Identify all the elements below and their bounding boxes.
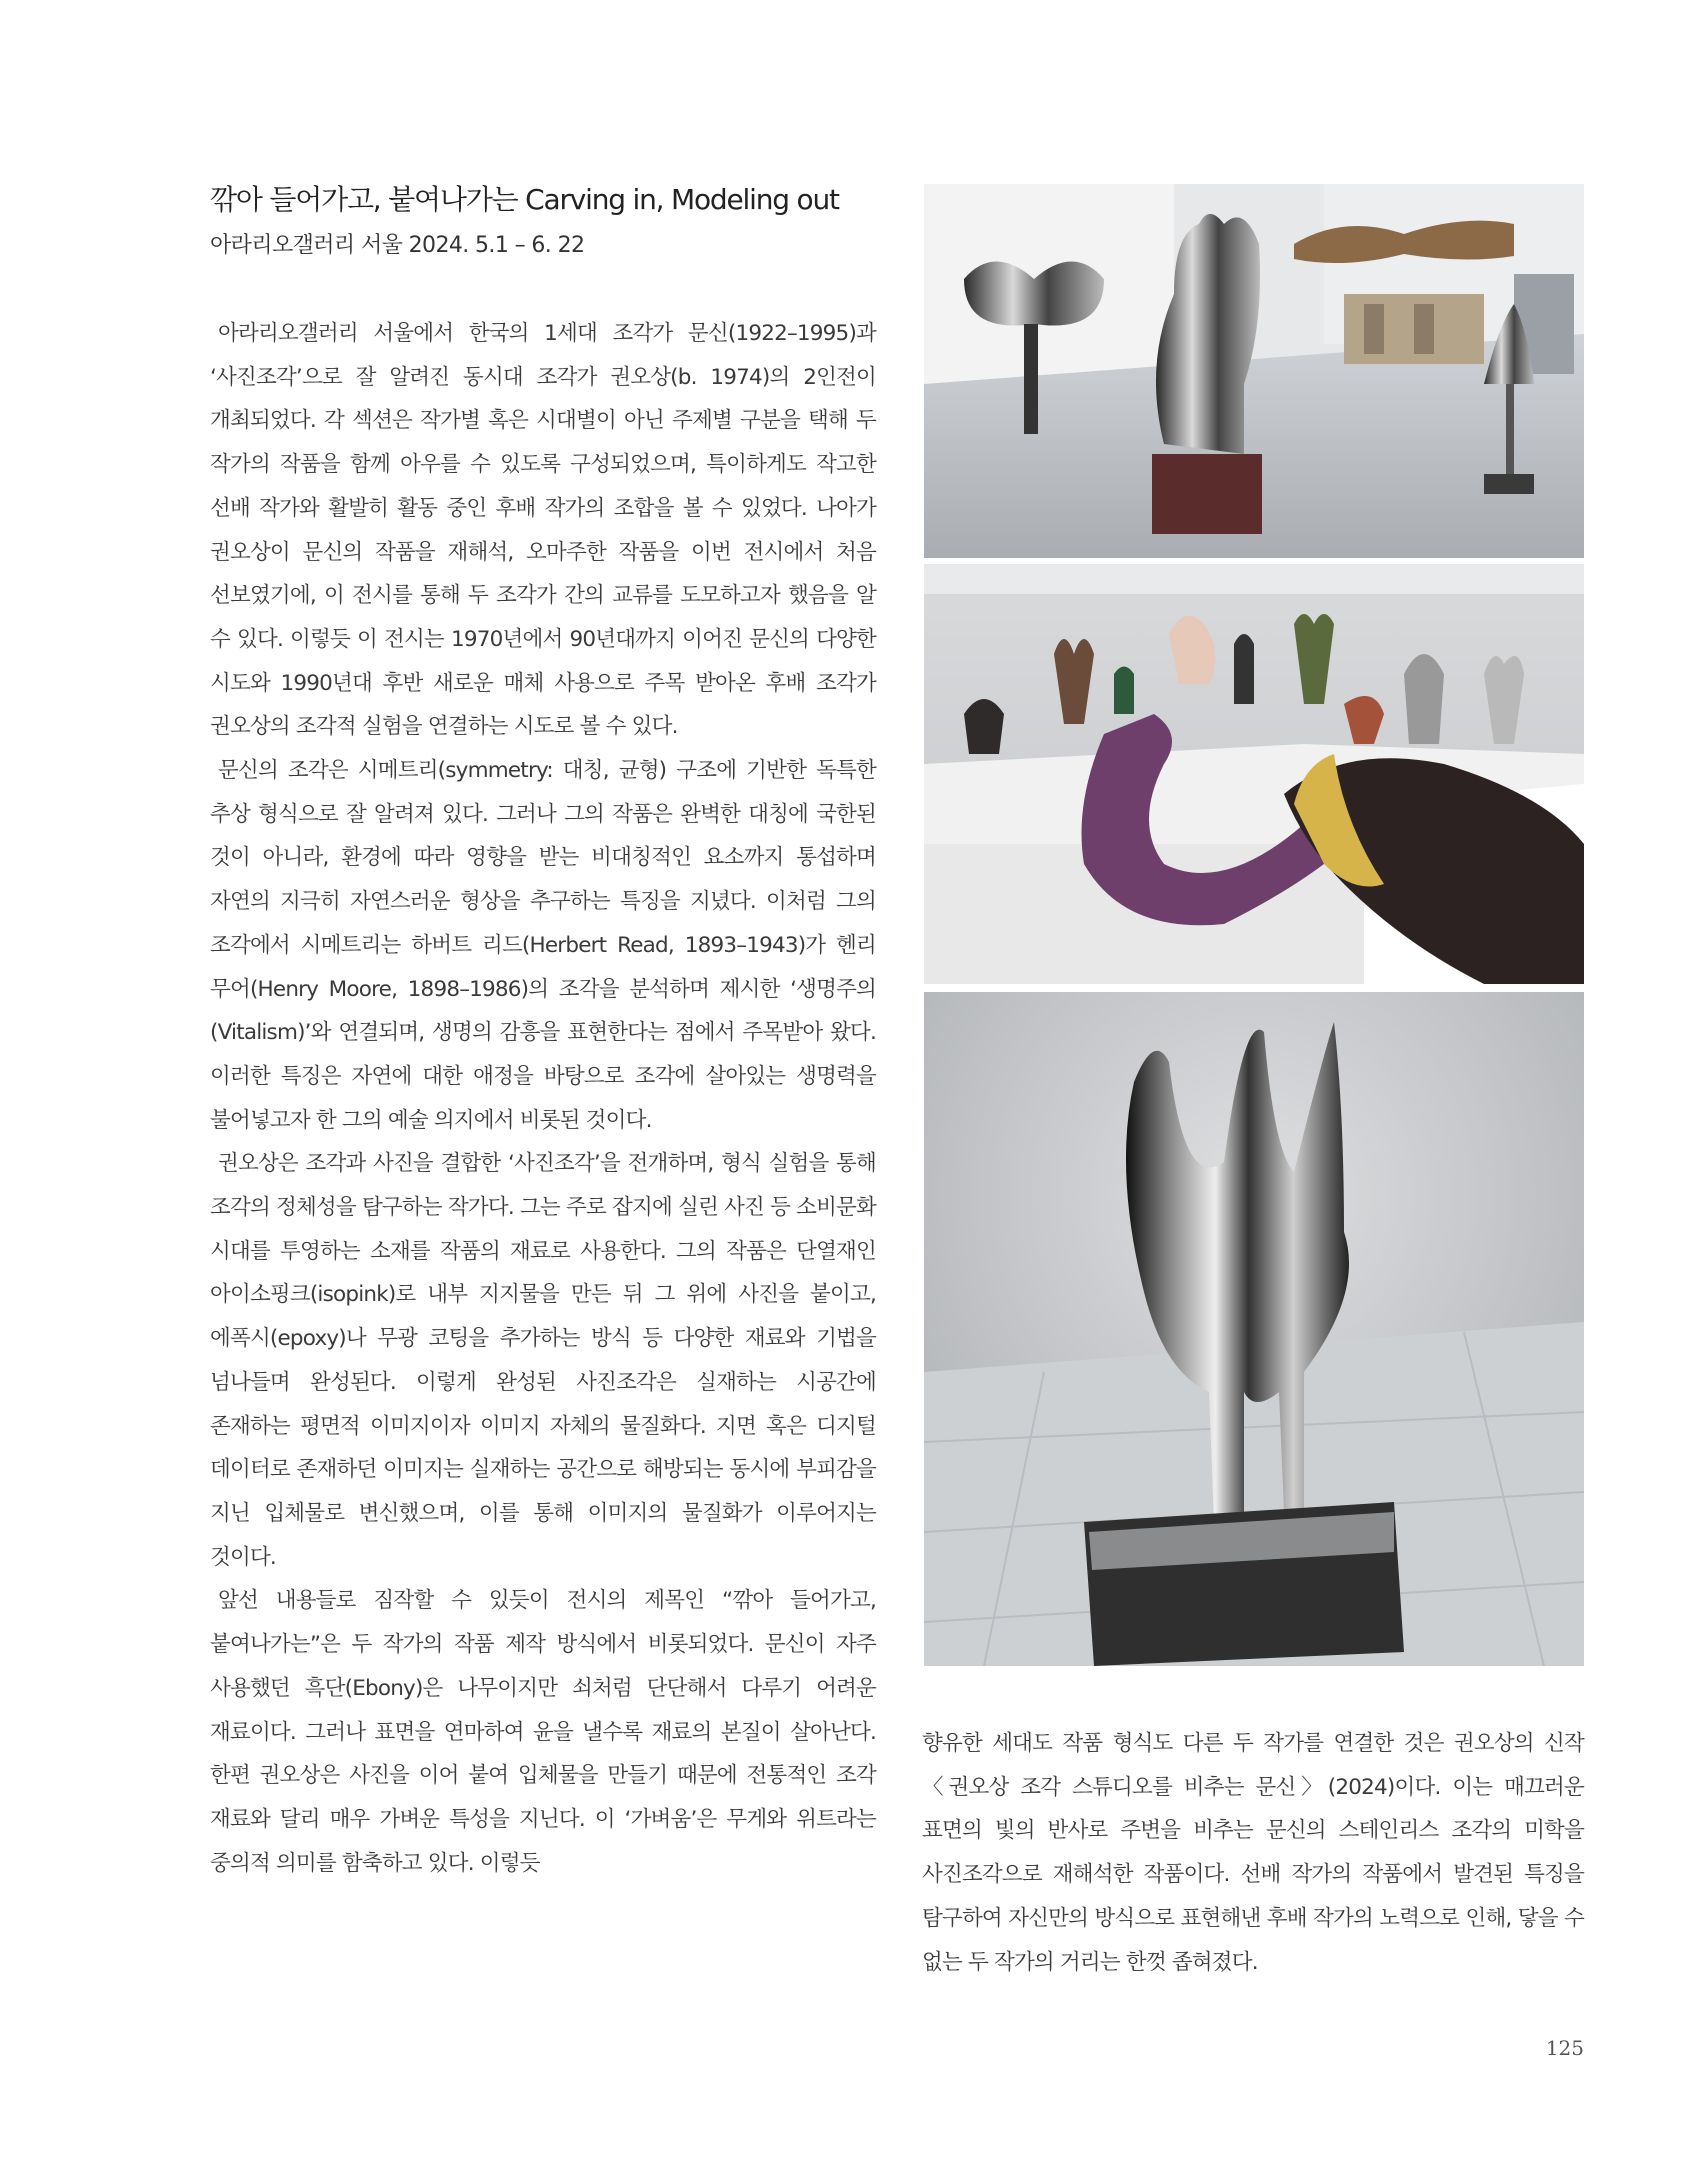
article-body-right-column <box>922 1722 1584 1984</box>
body-paragraph-4: 앞선 내용들로 짐작할 수 있듯이 전시의 제목인 “깎아 들어가고, 붙여나가는”은 두 작가의 작품 제작 방식에서 비롯되었다. 문신이 자주 사용했던 흑단(Ebony)은 나무이지만 쇠처럼 단단해서 다루기 어려운 재료이다. 그러나 표면을 연마하여 윤을 낼수록 재료의 본질이 살아난다. 한편 권오상은 사진을 이어 붙여 입체물을 만들기 때문에 전통적인 조각 재료와 달리 매우 가벼운 특성을 지닌다. 이 ‘가벼움’은 무게와 위트라는 중의적 의미를 함축하고 있다. 이렇듯 <box>210 1588 876 1876</box>
body-paragraph-2: 문신의 조각은 시메트리(symmetry: 대칭, 균형) 구조에 기반한 독특한 추상 형식으로 잘 알려져 있다. 그러나 그의 작품은 완벽한 대칭에 국한된 것이 아니라, 환경에 따라 영향을 받는 비대칭적인 요소까지 통섭하며 자연의 지극히 자연스러운 형상을 추구하는 특징을 지녔다. 이처럼 그의 조각에서 시메트리는 하버트 리드(Herbert Read, 1893–1943)가 헨리 무어(Henry Moore, 1898–1986)의 조각을 분석하며 제시한 ‘생명주의(Vitalism)’와 연결되며, 생명의 감흥을 표현한다는 점에서 주목받아 왔다. 이러한 특징은 자연에 대한 애정을 바탕으로 조각에 살아있는 생명력을 불어넣고자 한 그의 예술 의지에서 비롯된 것이다. <box>210 758 876 1133</box>
page-number: 125 <box>1545 2036 1584 2060</box>
article-subtitle: 아라리오갤러리 서울 2024. 5.1 – 6. 22 <box>210 233 585 258</box>
article-body-left-column <box>210 312 876 1885</box>
body-paragraph-1: 아라리오갤러리 서울에서 한국의 1세대 조각가 문신(1922–1995)과 ‘사진조각’으로 잘 알려진 동시대 조각가 권오상(b. 1974)의 2인전이 개최되었다. 각 섹션은 작가별 혹은 시대별이 아닌 주제별 구분을 택해 두 작가의 작품을 함께 아우를 수 있도록 구성되었으며, 특이하게도 작고한 선배 작가와 활발히 활동 중인 후배 작가의 조합을 볼 수 있었다. 나아가 권오상이 문신의 작품을 재해석, 오마주한 작품을 이번 전시에서 처음 선보였기에, 이 전시를 통해 두 조각가 간의 교류를 도모하고자 했음을 알 수 있다. 이렇듯 이 전시는 1970년에서 90년대까지 이어진 문신의 다양한 시도와 1990년대 후반 새로운 매체 사용으로 주목 받아온 후배 조각가 권오상의 조각적 실험을 연결하는 시도로 볼 수 있다. <box>210 321 876 740</box>
article-title: 깎아 들어가고, 붙여나가는 Carving in, Modeling out <box>210 183 839 216</box>
gallery-photo-photo-sculptures <box>924 564 1584 984</box>
gallery-photo-chrome-sculpture <box>924 992 1584 1666</box>
gallery-photo-installation-view <box>924 184 1584 558</box>
body-paragraph-3: 권오상은 조각과 사진을 결합한 ‘사진조각’을 전개하며, 형식 실험을 통해 조각의 정체성을 탐구하는 작가다. 그는 주로 잡지에 실린 사진 등 소비문화 시대를 투영하는 소재를 작품의 재료로 사용한다. 그의 작품은 단열재인 아이소핑크(isopink)로 내부 지지물을 만든 뒤 그 위에 사진을 붙이고, 에폭시(epoxy)나 무광 코팅을 추가하는 방식 등 다양한 재료와 기법을 넘나들며 완성된다. 이렇게 완성된 사진조각은 실재하는 시공간에 존재하는 평면적 이미지이자 이미지 자체의 물질화다. 지면 혹은 디지털 데이터로 존재하던 이미지는 실재하는 공간으로 해방되는 동시에 부피감을 지닌 입체물로 변신했으며, 이를 통해 이미지의 물질화가 이루어지는 것이다. <box>210 1151 876 1570</box>
body-paragraph-continuation: 향유한 세대도 작품 형식도 다른 두 작가를 연결한 것은 권오상의 신작 〈권오상 조각 스튜디오를 비추는 문신〉(2024)이다. 이는 매끄러운 표면의 빛의 반사로 주변을 비추는 문신의 스테인리스 조각의 미학을 사진조각으로 재해석한 작품이다. 선배 작가의 작품에서 발견된 특징을 탐구하여 자신만의 방식으로 표현해낸 후배 작가의 노력으로 인해, 닿을 수 없는 두 작가의 거리는 한껏 좁혀졌다. <box>922 1731 1584 1975</box>
